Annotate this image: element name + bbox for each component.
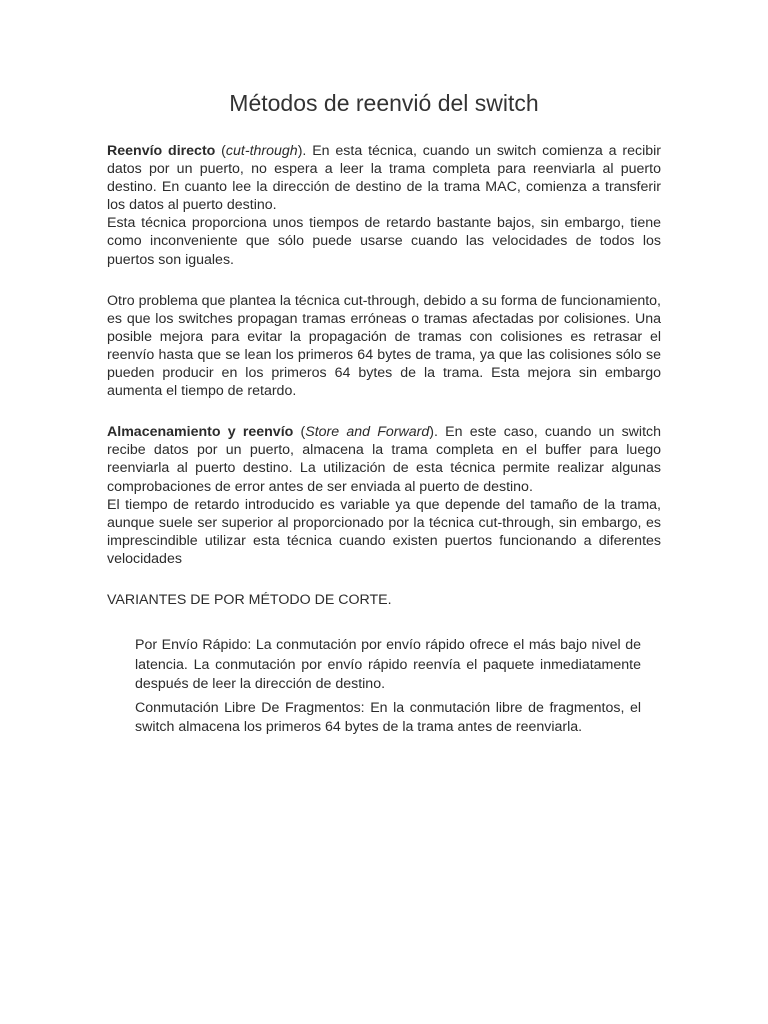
paren-open: ( [215,143,226,159]
paragraph-store-forward-text: ). En este caso, cuando un switch recibe datos por un puerto, almacena la trama completa en el buffer para luego reenviarla al puerto destino. La utilización de esta técnica permite realizar algunas comprobaciones de error antes de ser enviada al puerto de destino. [107,424,662,495]
variant-item-fast-forward: Por Envío Rápido: La conmutación por envío rápido ofrece el más bajo nivel de latencia. La conmutación por envío rápido reenvía el paquete inmediatamente después de leer la dirección de destino. [135,637,641,692]
paragraph-cut-through-latency: Esta técnica proporciona unos tiempos de retardo bastante bajos, sin embargo, tiene como inconveniente que sólo puede usarse cuando las velocidades de todos los puertos son iguales. [107,215,661,268]
variant-item-fragment-free: Conmutación Libre De Fragmentos: En la conmutación libre de fragmentos, el switch almacena los primeros 64 bytes de la trama antes de reenviarla. [135,699,641,735]
term-store-forward: Almacenamiento y reenvío [107,424,294,441]
paragraph-cut-through [107,142,661,214]
paragraph-store-forward-latency: El tiempo de retardo introducido es variable ya que depende del tamaño de la trama, aunque suele ser superior al proporcionado por la técnica cut-through, sin embargo, es imprescindible utilizar esta técnica cuando existen puertos funcionando a diferentes velocidades [107,496,661,567]
paren-open: ( [293,424,306,441]
term-cut-through: Reenvío directo [107,143,216,159]
document-body [107,142,661,609]
term-en-cut-through: cut-through [225,143,298,159]
page-title: Métodos de reenvió del switch [229,90,539,116]
paragraph-cut-through-problem: Otro problema que plantea la técnica cut-through, debido a su forma de funcionamiento, es que los switches propagan tramas erróneas o tramas afectadas por colisiones. Una posible mejora para evitar la propagación de tramas con colisiones es retrasar el reenvío hasta que se lean los primeros 64 bytes de trama, ya que las colisiones sólo se pueden producir en los primeros 64 bytes de la trama. Esta mejora sin embargo aumenta el tiempo de retardo. [107,292,661,400]
variants-list [135,636,641,738]
variants-heading: VARIANTES DE POR MÉTODO DE CORTE. [107,591,392,608]
term-en-store-forward: Store and Forward [305,424,430,441]
paragraph-cut-through-text: ). En esta técnica, cuando un switch comienza a recibir datos por un puerto, no espera a leer la trama completa para reenviarla al puerto destino. En cuanto lee la dirección de destino de la trama MAC, comienza a transferir los datos al puerto destino. [107,143,662,214]
paragraph-store-forward [107,423,661,495]
